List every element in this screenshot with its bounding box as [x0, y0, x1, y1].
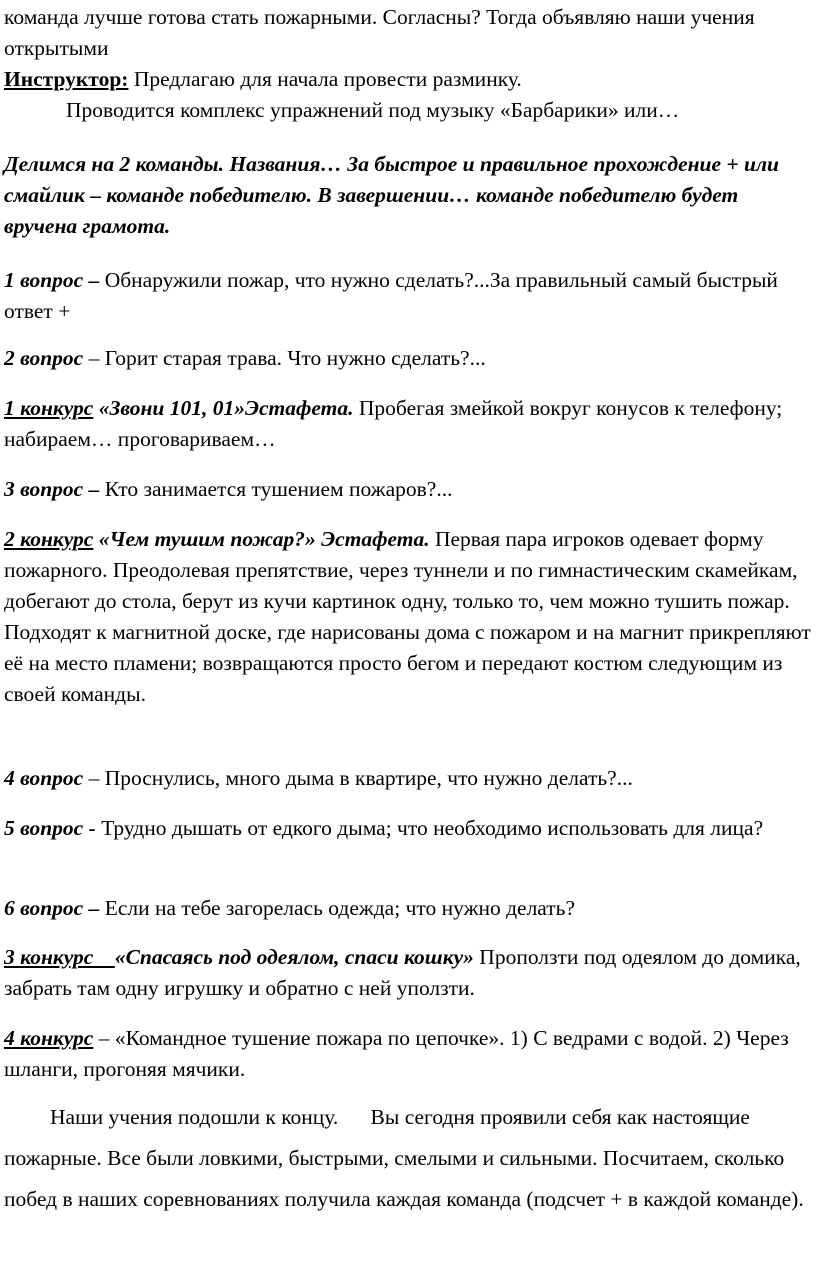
question-5-label: 5 вопрос - — [4, 816, 96, 840]
instructor-label: Инструктор: — [4, 67, 129, 91]
contest-1-label: 1 конкурс — [4, 396, 94, 420]
question-3-text: Кто занимается тушением пожаров?... — [99, 477, 453, 501]
question-4 — [4, 763, 812, 794]
question-4-label: 4 вопрос — [4, 766, 84, 790]
instructor-paragraph — [4, 64, 812, 95]
question-6-text: Если на тебе загорелась одежда; что нужно делать? — [99, 896, 576, 920]
warmup-paragraph: Проводится комплекс упражнений под музыку «Барбарики» или… — [66, 98, 680, 122]
contest-2-text: Первая пара игроков одевает форму пожарного. Преодолевая препятствие, через туннели и по гимнастическим скамейкам, добегают до стола, берут из кучи картинок одну, только то, чем можно тушить пожар. Подходят к магнитной доске, где нарисованы дома с пожаром и на магнит прикрепляют её на место пламени; возвращаются просто бегом и передают костюм следующим из своей команды. — [4, 527, 811, 706]
question-3-label: 3 вопрос – — [4, 477, 100, 501]
question-3 — [4, 474, 812, 505]
contest-3-text: Проползти под одеялом до домика, забрать там одну игрушку и обратно с ней уползти. — [4, 945, 801, 1000]
question-2-text: – Горит старая трава. Что нужно сделать?... — [83, 346, 486, 370]
contest-3-label: 3 конкурс — [4, 945, 115, 969]
contest-1-text: Пробегая змейкой вокруг конусов к телефону; набираем… проговариваем… — [4, 396, 783, 451]
question-6 — [4, 893, 812, 924]
contest-4 — [4, 1023, 812, 1085]
question-5-text: Трудно дышать от едкого дыма; что необходимо использовать для лица? — [95, 816, 764, 840]
question-4-text: – Проснулись, много дыма в квартире, что нужно делать?... — [83, 766, 633, 790]
contest-4-text: – «Командное тушение пожара по цепочке». 1) С ведрами с водой. 2) Через шланги, прогоняя мячики. — [4, 1026, 789, 1081]
contest-1 — [4, 393, 812, 455]
question-6-label: 6 вопрос – — [4, 896, 100, 920]
question-5 — [4, 813, 812, 844]
question-1 — [4, 265, 812, 327]
question-1-label: 1 вопрос – — [4, 268, 100, 292]
intro-paragraph: команда лучше готова стать пожарными. Согласны? Тогда объявляю наши учения открытыми — [4, 5, 755, 60]
contest-2 — [4, 524, 812, 710]
question-2-label: 2 вопрос — [4, 346, 84, 370]
question-1-text: Обнаружили пожар, что нужно сделать?...За правильный самый быстрый ответ + — [4, 268, 778, 323]
contest-3 — [4, 942, 812, 1004]
contest-3-title: «Спасаясь под одеялом, спаси кошку» — [114, 945, 474, 969]
final-paragraph: Наши учения подошли к концу. Вы сегодня проявили себя как настоящие пожарные. Все были ловкими, быстрыми, смелыми и сильными. Посчитаем, сколько побед в наших соревнованиях получила каждая команда (подсчет + в каждой команде). — [4, 1105, 804, 1211]
contest-2-title: «Чем тушим пожар?» Эстафета. — [93, 527, 430, 551]
contest-1-title: «Звони 101, 01»Эстафета. — [93, 396, 354, 420]
teams-paragraph: Делимся на 2 команды. Названия… За быстрое и правильное прохождение + или смайлик – команде победителю. В завершении… команде победителю будет вручена грамота. — [4, 152, 779, 238]
contest-2-label: 2 конкурс — [4, 527, 94, 551]
question-2 — [4, 343, 812, 374]
instructor-text: Предлагаю для начала провести разминку. — [128, 67, 522, 91]
contest-4-label: 4 конкурс — [4, 1026, 94, 1050]
